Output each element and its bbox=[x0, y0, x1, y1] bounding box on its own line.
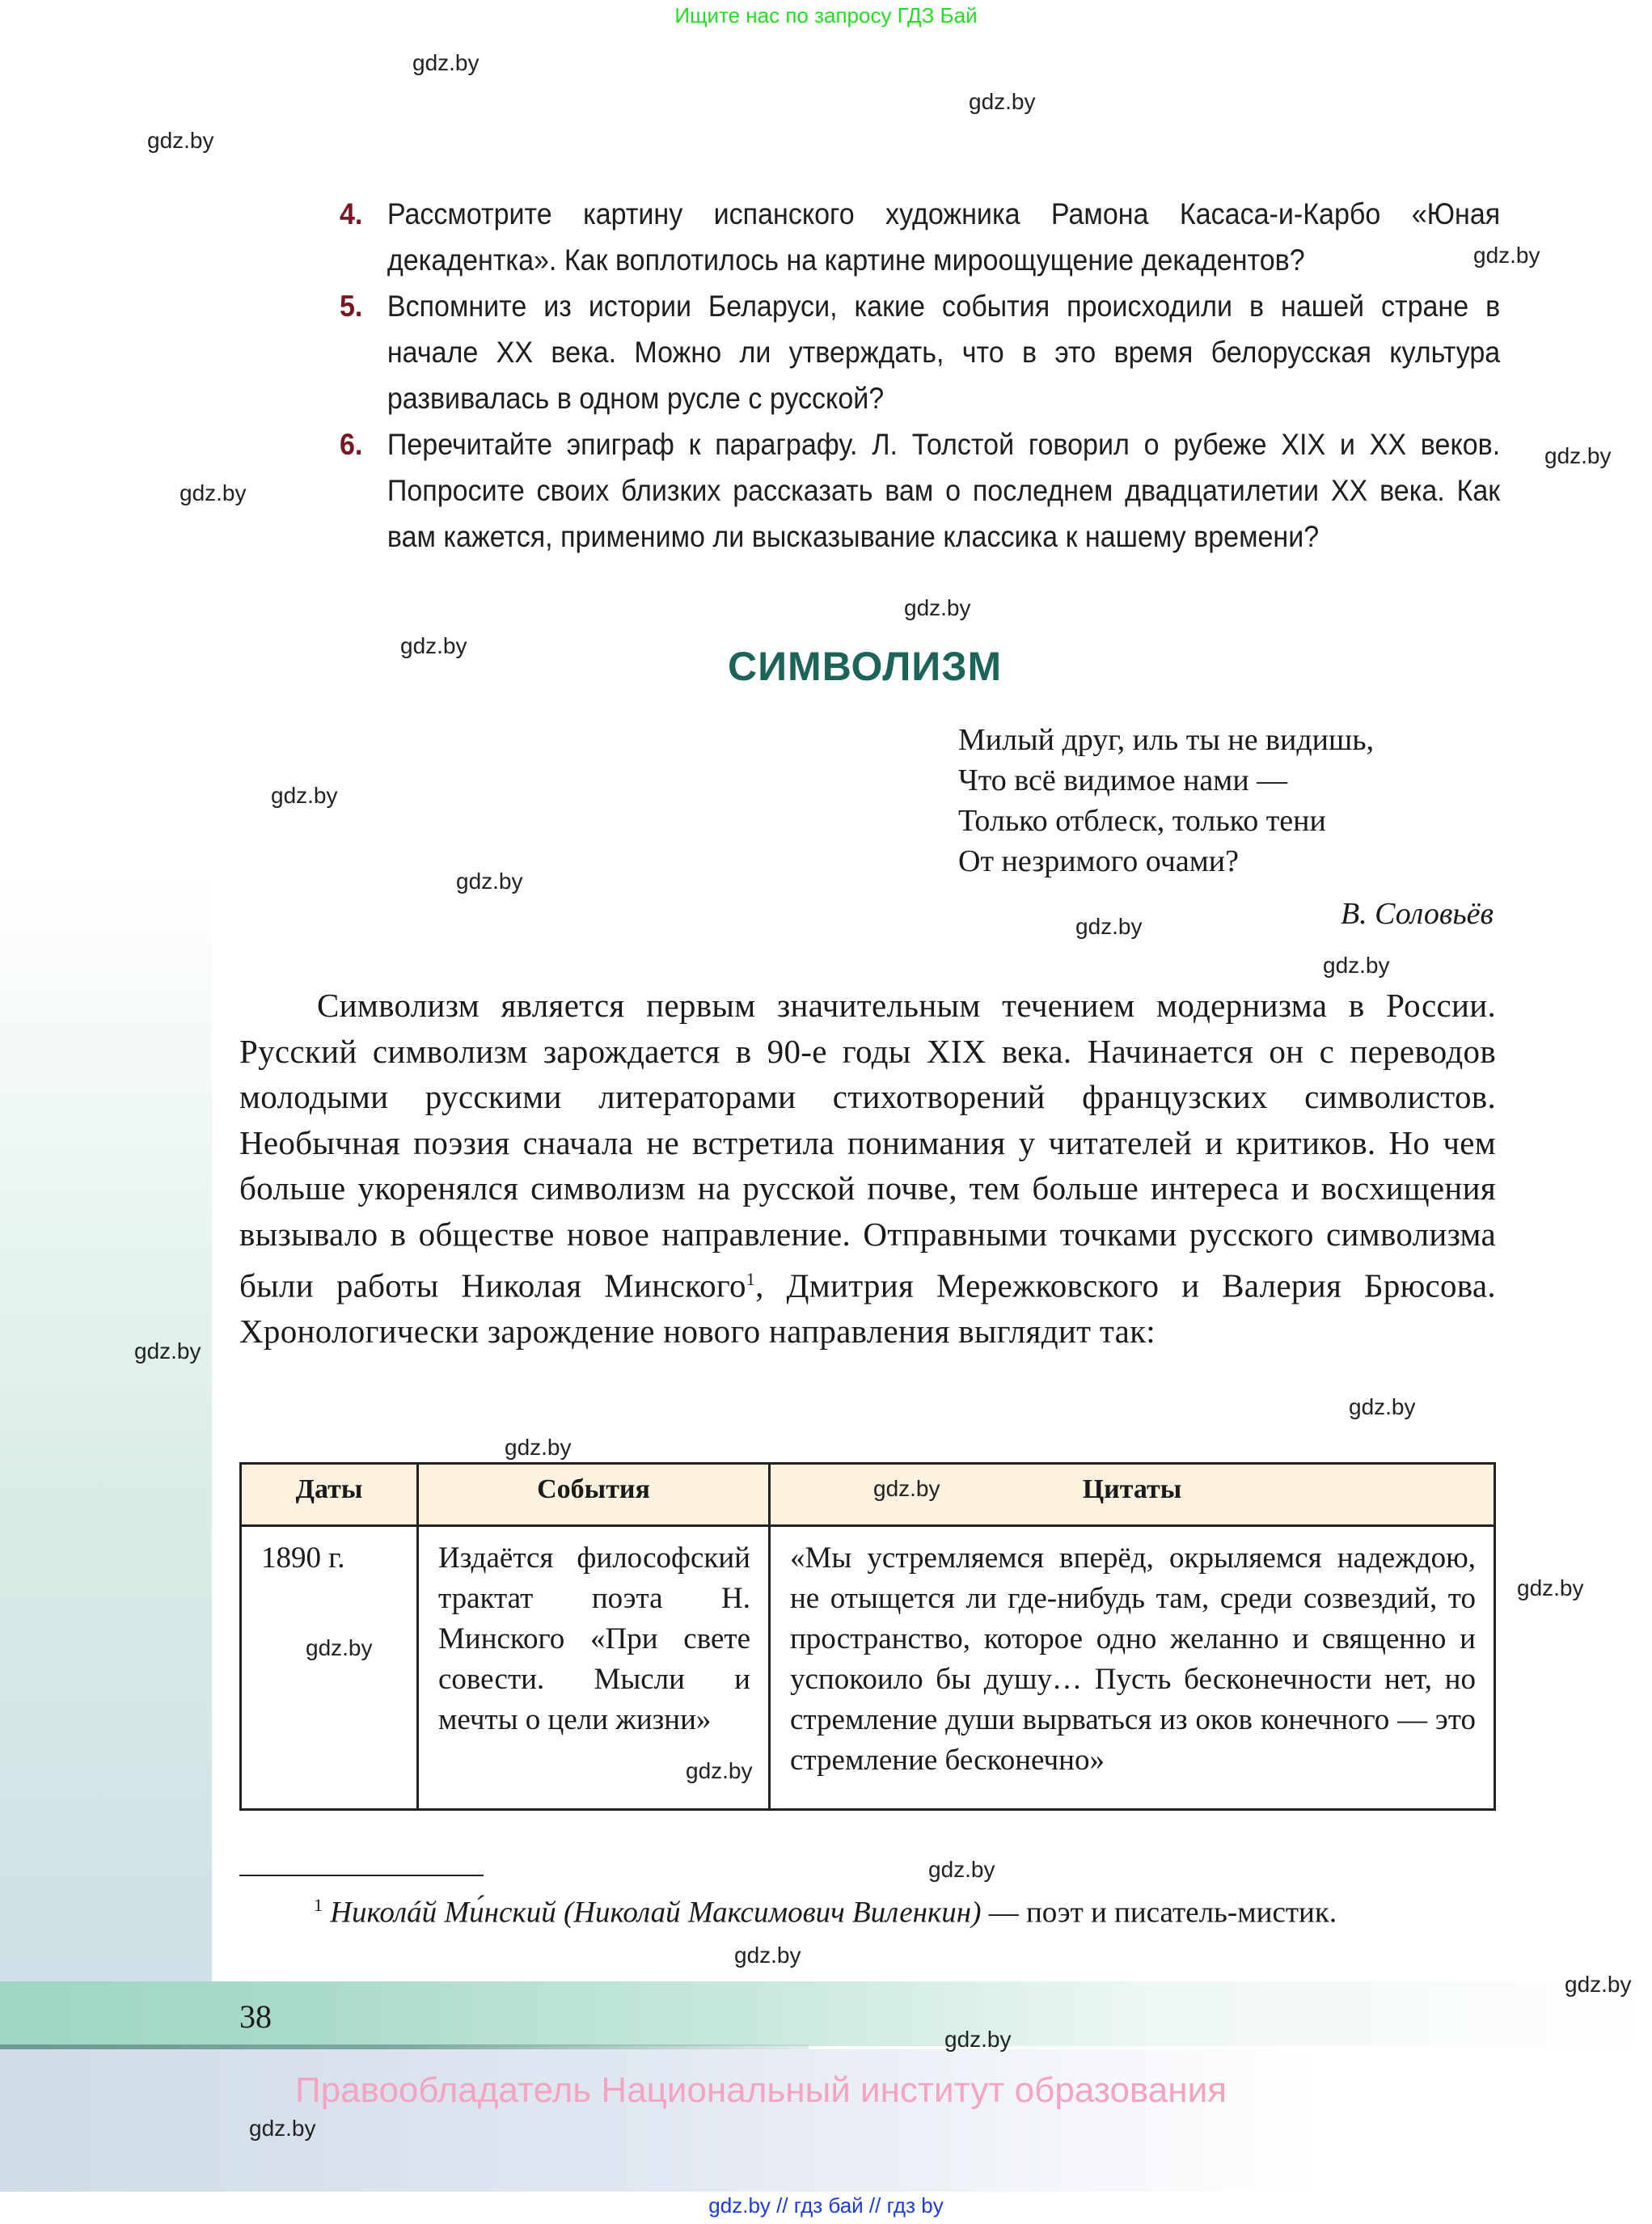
watermark: gdz.by bbox=[400, 633, 467, 658]
watermark: gdz.by bbox=[944, 2027, 1012, 2052]
epigraph-line: Милый друг, иль ты не видишь, bbox=[958, 723, 1375, 757]
question-number: 6. bbox=[340, 428, 363, 461]
watermark: gdz.by bbox=[904, 595, 971, 620]
table-row bbox=[241, 1526, 1495, 1810]
header-events: События bbox=[418, 1464, 770, 1526]
cell-date: 1890 г. bbox=[241, 1526, 418, 1810]
epigraph bbox=[958, 720, 1374, 882]
footnote-mark: 1 bbox=[314, 1895, 323, 1915]
watermark: gdz.by bbox=[734, 1943, 801, 1968]
footnote-ref[interactable]: 1 bbox=[746, 1269, 756, 1289]
watermark: gdz.by bbox=[456, 869, 523, 894]
watermark: gdz.by bbox=[1517, 1575, 1584, 1600]
watermark: gdz.by bbox=[1349, 1394, 1416, 1419]
footnote bbox=[239, 1884, 1496, 1934]
body-paragraph bbox=[239, 983, 1496, 1355]
question-item bbox=[340, 421, 1500, 560]
watermark: gdz.by bbox=[505, 1435, 572, 1460]
section-title: СИМВОЛИЗМ bbox=[728, 644, 1003, 689]
question-item bbox=[340, 191, 1500, 283]
question-text: Вспомните из истории Беларуси, какие события происходили в нашей стране в начале XX века. Можно ли утверждать, что в это время белорусская культура развивалась в одном русле с русской? bbox=[387, 290, 1501, 415]
watermark: gdz.by bbox=[412, 50, 480, 75]
watermark: gdz.by bbox=[1473, 243, 1540, 268]
cell-quote: «Мы устремляемся вперёд, окрыляемся надеждою, не отыщется ли где-нибудь там, среди созвездий, то пространство, которое одно желанно и священно и успокоило бы душу… Пусть бесконечности нет, но стремление души вырваться из оков конечного — это стремление бесконечно» bbox=[770, 1526, 1495, 1810]
watermark: gdz.by bbox=[969, 89, 1036, 114]
footnote-divider bbox=[239, 1875, 484, 1876]
watermark: gdz.by bbox=[180, 480, 247, 505]
top-banner[interactable]: Ищите нас по запросу ГДЗ Бай bbox=[674, 3, 978, 27]
cell-event: Издаётся философский трактат поэта Н. Минского «При свете совести. Мысли и мечты о цели жизни» bbox=[418, 1526, 770, 1810]
page-edge-gradient bbox=[0, 873, 212, 1981]
watermark: gdz.by bbox=[249, 2116, 316, 2141]
question-item bbox=[340, 283, 1500, 421]
watermark: gdz.by bbox=[134, 1338, 201, 1364]
table-header-row bbox=[241, 1464, 1495, 1526]
body-text-part: , Дмитрия Мережковского и Валерия Брюсова. Хронологически зарождение нового направления выглядит так: bbox=[239, 1266, 1496, 1351]
question-text: Перечитайте эпиграф к параграфу. Л. Толстой говорил о рубеже XIX и XX веков. Попросите своих близких рассказать вам о последнем двадцатилетии XX века. Как вам кажется, применимо ли высказывание классика к нашему времени? bbox=[387, 428, 1501, 553]
header-quotes: Цитаты bbox=[770, 1464, 1495, 1526]
watermark: gdz.by bbox=[686, 1758, 753, 1783]
watermark: gdz.by bbox=[1565, 1972, 1632, 1997]
question-number: 4. bbox=[340, 197, 363, 230]
question-text: Рассмотрите картину испанского художника Рамона Касаса-и-Карбо «Юная декадентка». Как воплотилось на картине мироощущение декадентов? bbox=[387, 197, 1501, 277]
header-dates: Даты bbox=[241, 1464, 418, 1526]
question-number: 5. bbox=[340, 290, 363, 323]
footnote-text: — поэт и писатель-мистик. bbox=[981, 1896, 1337, 1930]
watermark: gdz.by bbox=[1544, 443, 1612, 468]
epigraph-line: Только отблеск, только тени bbox=[958, 804, 1326, 838]
chronology-table bbox=[239, 1462, 1496, 1811]
body-text-part: Символизм является первым значительным течением модернизма в России. Русский символизм зарождается в 90-е годы XIX века. Начинается он с переводов молодыми русскими литераторами стихотворений французских символистов. Необычная поэзия сначала не встретила понимания у читателей и критиков. Но чем больше укоренялся символизм на русской почве, тем больше интереса и восхищения вызывало в обществе новое направление. Отправными точками русского символизма были работы Николая Минского bbox=[239, 987, 1496, 1304]
rights-holder-notice: Правообладатель Национальный институт образования bbox=[295, 2070, 1227, 2110]
page-number: 38 bbox=[239, 1998, 272, 2035]
footnote-name: Николáй Ми́нский (Николай Максимович Виленкин) bbox=[330, 1896, 982, 1930]
bottom-links[interactable]: gdz.by // гдз бай // гдз by bbox=[708, 2193, 944, 2218]
watermark: gdz.by bbox=[928, 1857, 995, 1882]
epigraph-line: От незримого очами? bbox=[958, 844, 1239, 878]
watermark: gdz.by bbox=[306, 1635, 373, 1660]
epigraph-line: Что всё видимое нами — bbox=[958, 763, 1288, 797]
questions-list bbox=[340, 191, 1501, 560]
watermark: gdz.by bbox=[1323, 953, 1390, 978]
watermark: gdz.by bbox=[147, 128, 214, 153]
watermark: gdz.by bbox=[271, 783, 338, 808]
epigraph-author: В. Соловьёв bbox=[1340, 897, 1494, 931]
watermark: gdz.by bbox=[873, 1476, 940, 1501]
watermark: gdz.by bbox=[1075, 914, 1143, 939]
